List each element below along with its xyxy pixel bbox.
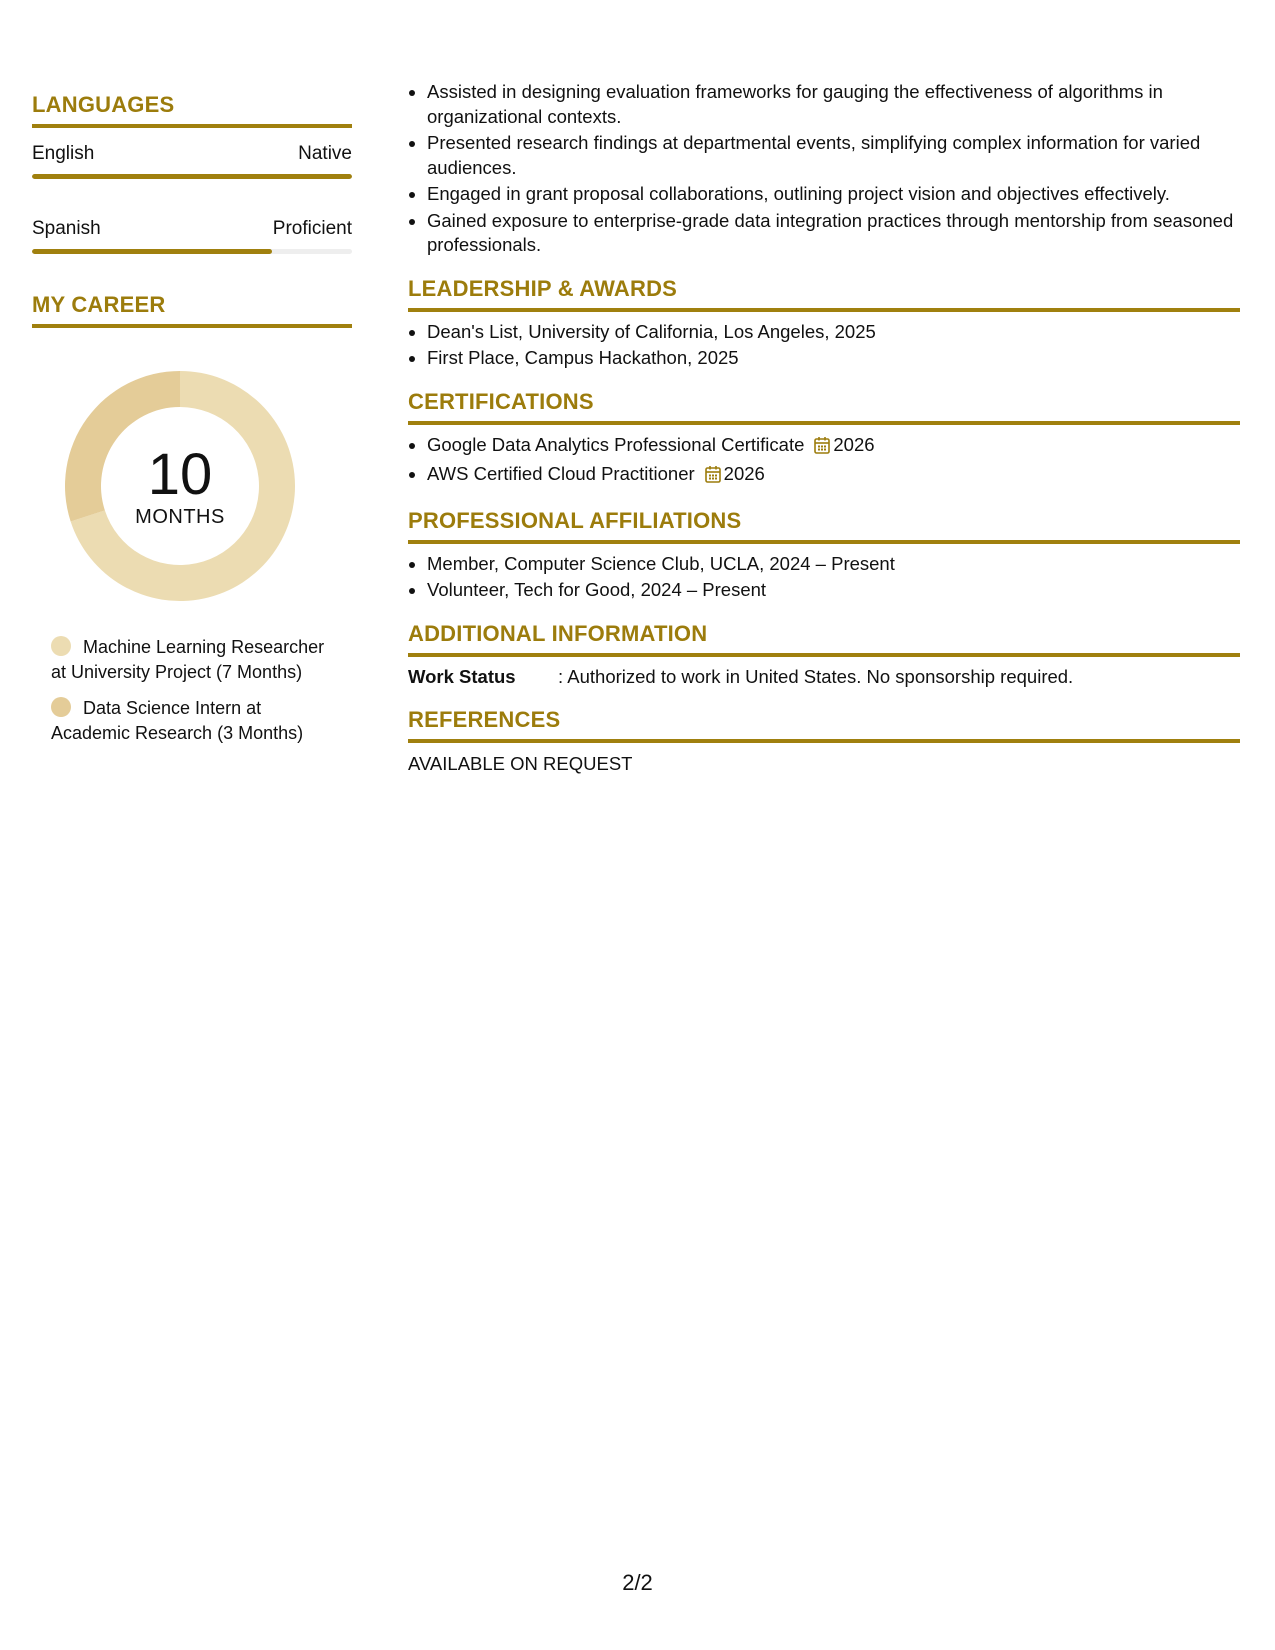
legend-label: Machine Learning Researcher at University Project (7 Months): [51, 637, 325, 682]
total-months-unit: MONTHS: [135, 506, 225, 528]
language-item: [32, 217, 352, 254]
affiliations-heading: PROFESSIONAL AFFILIATIONS: [408, 508, 1240, 544]
legend-label: Data Science Intern at Academic Research (3 Months): [51, 698, 304, 743]
donut-center: [65, 371, 295, 601]
list-item: • First Place, Campus Hackathon, 2025: [427, 346, 1240, 371]
legend-item: [51, 635, 336, 684]
list-item: [427, 462, 1240, 490]
work-status-label: Work Status: [408, 665, 516, 687]
certifications-list: [408, 433, 1240, 490]
language-proficiency-fill: [32, 249, 272, 254]
certification-name: AWS Certified Cloud Practitioner: [427, 463, 695, 484]
career-section: [32, 292, 352, 745]
languages-list: [32, 142, 352, 254]
list-item: • Engaged in grant proposal collaborations, outlining project vision and objectives effectively.: [427, 182, 1240, 207]
total-months-value: 10: [147, 442, 213, 507]
language-name: Spanish: [32, 218, 101, 239]
language-item: [32, 142, 352, 179]
certification-year: 2026: [833, 433, 875, 455]
left-column: [32, 92, 352, 757]
language-level: Proficient: [272, 218, 352, 239]
right-column: [408, 80, 1240, 775]
career-donut-chart: [65, 371, 295, 601]
career-legend: [51, 635, 336, 745]
experience-bullets: [408, 80, 1240, 258]
list-item: [427, 433, 1240, 461]
language-proficiency-bar: [32, 249, 352, 254]
certification-year: 2026: [723, 463, 765, 484]
references-text: AVAILABLE ON REQUEST: [408, 752, 633, 774]
calendar-icon: [814, 436, 830, 461]
work-status-value: : Authorized to work in United States. No sponsorship required.: [558, 665, 1074, 687]
language-level: Native: [298, 143, 352, 164]
legend-dot: [51, 636, 71, 656]
legend-dot: [51, 697, 71, 717]
affiliations-list: [408, 552, 1240, 603]
list-item: • Assisted in designing evaluation frameworks for gauging the effectiveness of algorithms in organizational contexts.: [427, 80, 1240, 129]
additional-info-heading: ADDITIONAL INFORMATION: [408, 621, 1240, 657]
career-heading: MY CAREER: [32, 292, 352, 328]
list-item: • Volunteer, Tech for Good, 2024 – Present: [427, 578, 1240, 603]
leadership-list: [408, 320, 1240, 371]
legend-item: [51, 696, 336, 745]
page-number: 2/2: [622, 1570, 653, 1595]
work-status-row: [408, 665, 1240, 689]
list-item: • Gained exposure to enterprise-grade data integration practices through mentorship from seasoned professionals.: [427, 209, 1240, 258]
language-name: English: [32, 143, 95, 164]
language-proficiency-bar: [32, 174, 352, 179]
languages-heading: LANGUAGES: [32, 92, 352, 128]
list-item: • Presented research findings at departmental events, simplifying complex information for varied audiences.: [427, 131, 1240, 180]
certification-name: Google Data Analytics Professional Certificate: [427, 433, 805, 455]
list-item: • Dean's List, University of California, Los Angeles, 2025: [427, 320, 1240, 345]
list-item: • Member, Computer Science Club, UCLA, 2024 – Present: [427, 552, 1240, 577]
calendar-icon: [705, 465, 721, 490]
language-proficiency-fill: [32, 174, 352, 179]
certifications-heading: CERTIFICATIONS: [408, 389, 1240, 425]
leadership-heading: LEADERSHIP & AWARDS: [408, 276, 1240, 312]
references-heading: REFERENCES: [408, 707, 1240, 743]
